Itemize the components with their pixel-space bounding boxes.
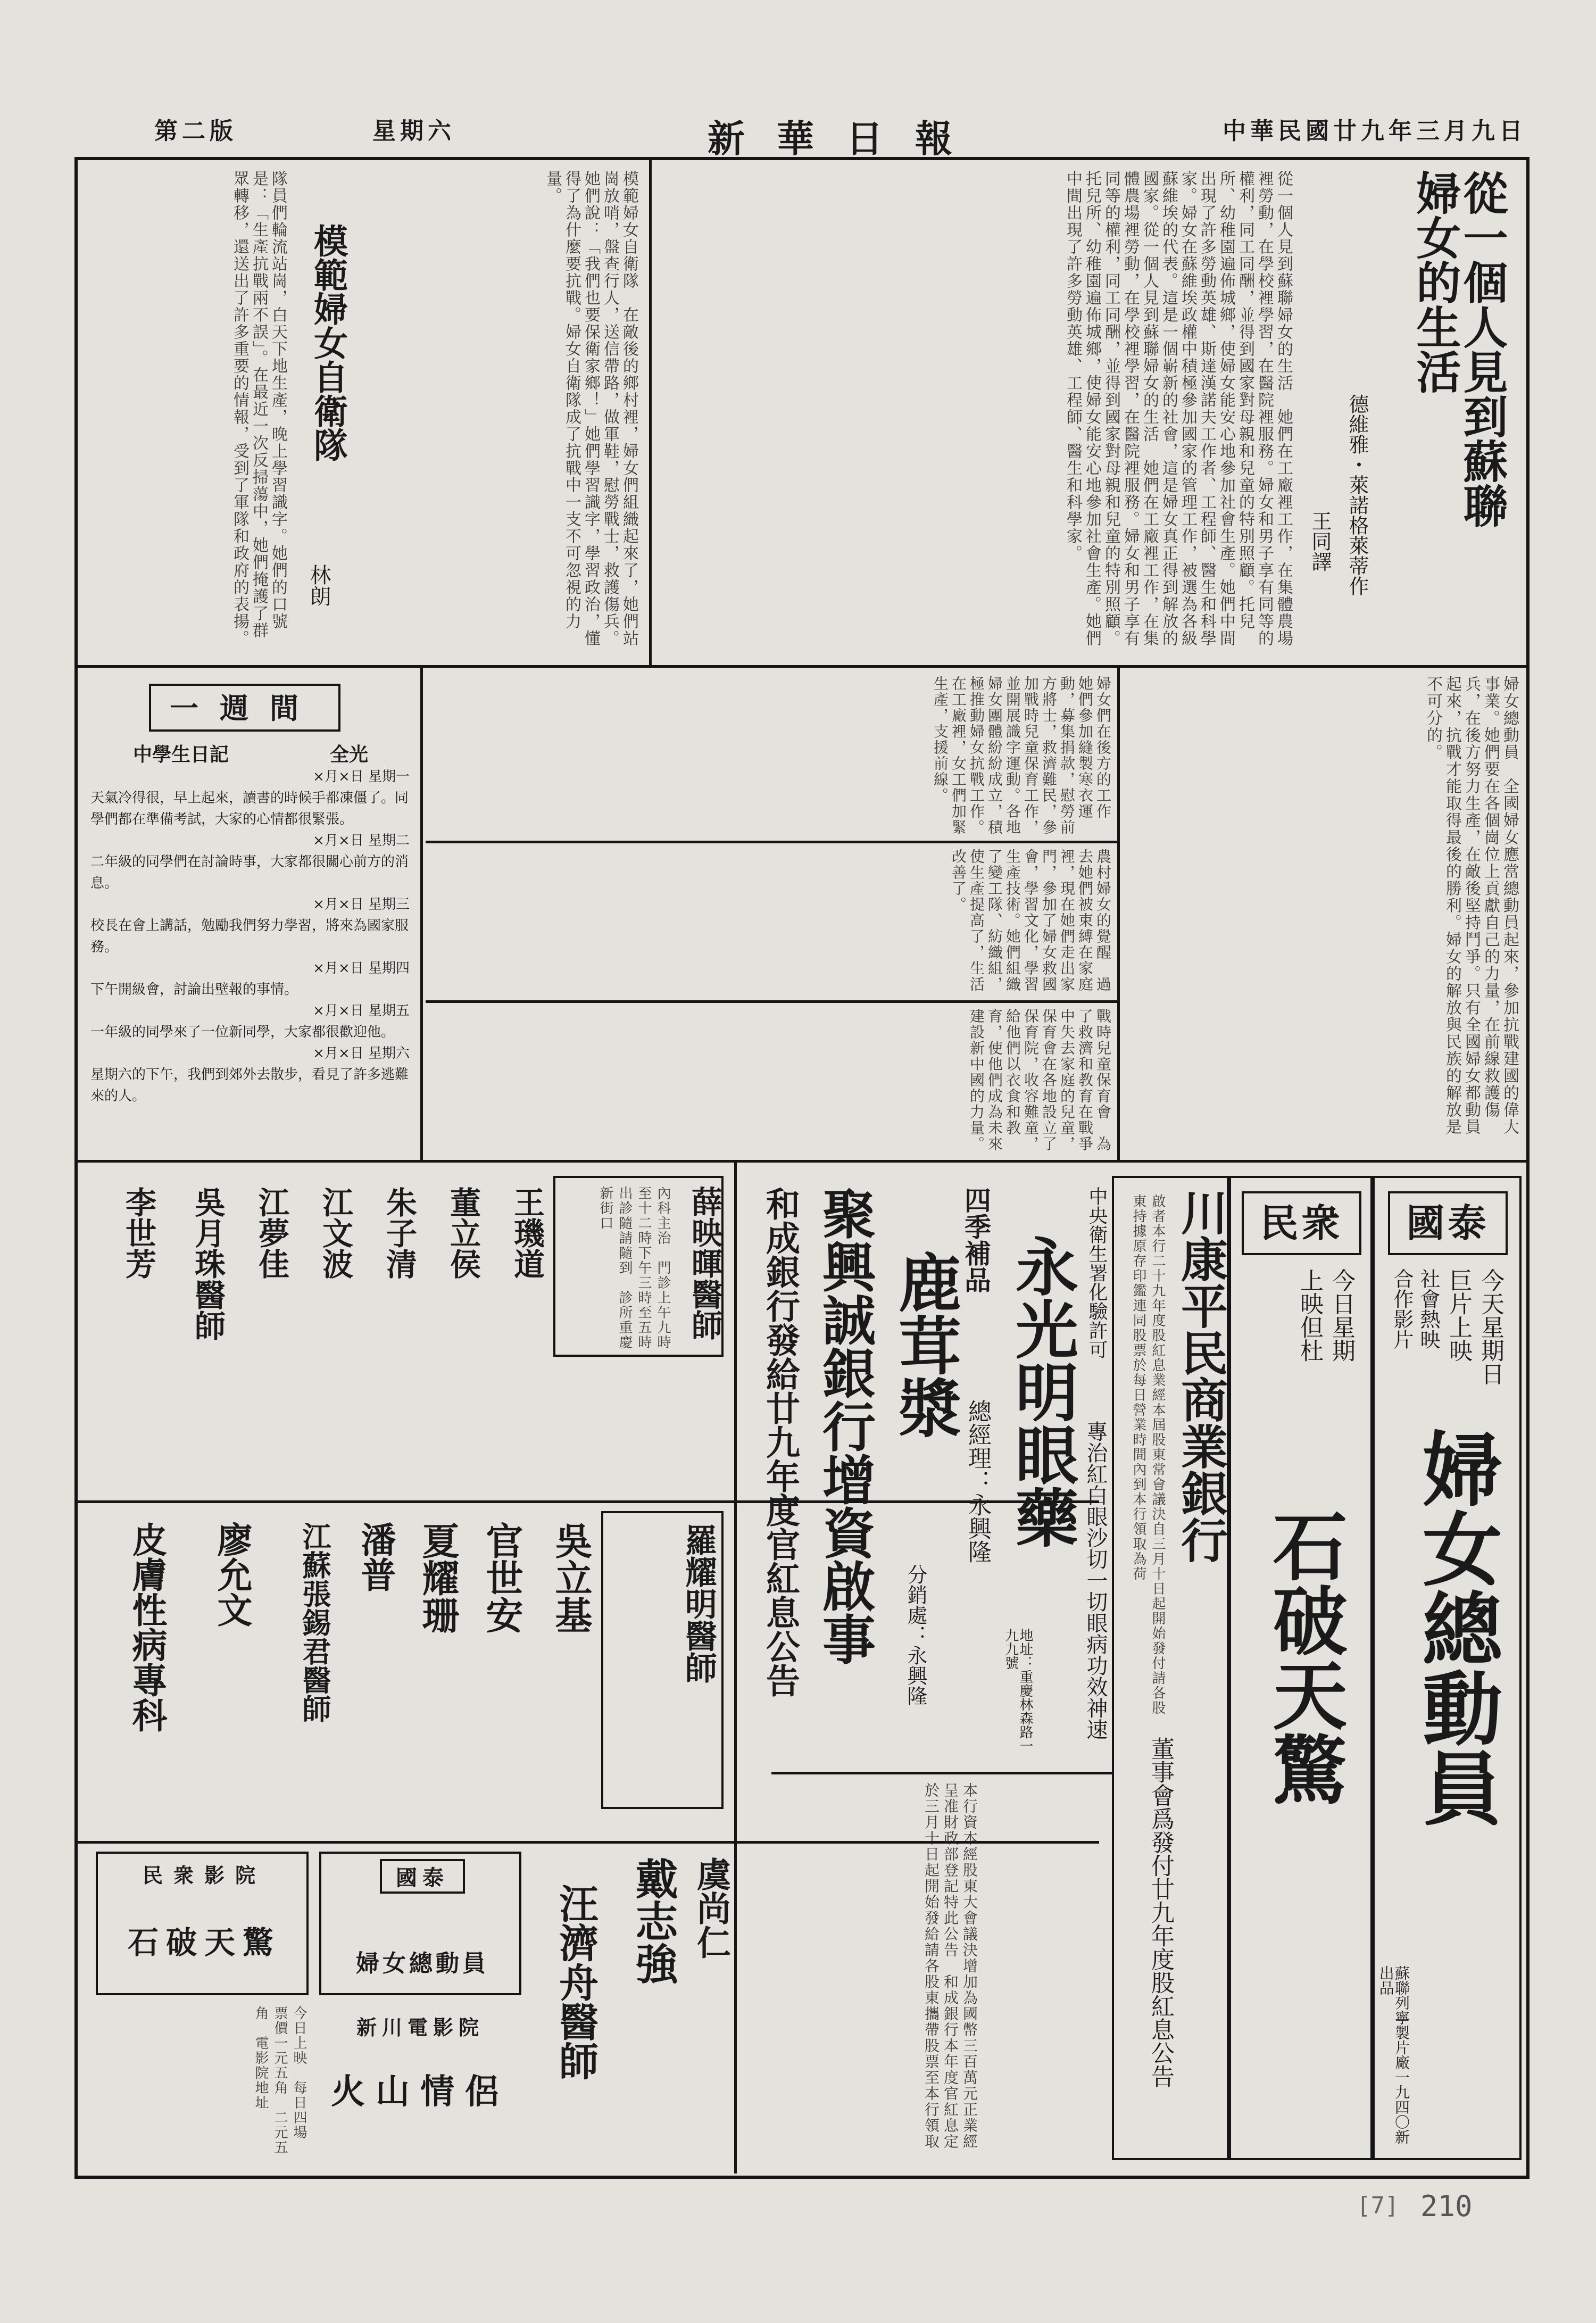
- diary-title: 一週間: [170, 691, 320, 725]
- tonic-branch: 分銷處：永興隆: [904, 1564, 927, 1706]
- doctor-name: 薛映暉醫師: [686, 1186, 722, 1340]
- cinema-film-title: 石破天驚: [1260, 1508, 1348, 1806]
- page-number: 210: [1420, 2189, 1473, 2223]
- cinema-ad-cathay-small: [319, 1852, 521, 1995]
- doctor-name: 李世芳: [120, 1187, 156, 1279]
- cinema-film-title: 火山情侶: [331, 2072, 510, 2112]
- medicine-ad: [995, 1176, 1112, 1761]
- divider: [771, 1772, 1112, 1774]
- cinema-name: 民衆影院: [142, 1863, 266, 1887]
- diary-entry-date: ×月×日 星期二: [313, 833, 410, 849]
- diary-entry-date: ×月×日 星期一: [313, 769, 410, 785]
- doctor-name: 江蘇張錫君醫師: [298, 1522, 332, 1723]
- feature-headline: 從一個人見到蘇聯婦女的生活: [1409, 170, 1509, 528]
- column-author: 林朗: [306, 564, 331, 607]
- cinema-film-title: 婦女總動員: [1409, 1428, 1502, 1827]
- doctor-name: 王璣道: [509, 1187, 545, 1279]
- doctor-name: 江文波: [317, 1187, 353, 1279]
- diary-entry: 下午開級會，討論出壁報的事情。: [90, 982, 298, 998]
- bank-notice: 董事會爲發付廿九年度股紅息公告: [1147, 1737, 1174, 2088]
- doctor-name: 戴志強: [628, 1857, 678, 1985]
- cinema-ad-cathay: [1373, 1176, 1522, 2160]
- diary-entry-date: ×月×日 星期四: [313, 960, 410, 976]
- bank-ad: [1112, 1176, 1229, 2160]
- masthead: [74, 109, 1530, 161]
- masthead-page: 第二版: [154, 118, 237, 145]
- divider: [649, 160, 652, 665]
- cinema-name: 新川電影院: [356, 2015, 484, 2039]
- doctor-name: 董立侯: [445, 1187, 481, 1279]
- article-body: 婦女們在後方的工作 她們參加縫製寒衣運動，募集捐款，慰勞前方將士，救濟難民，參加戰時兒童保育工作，並開展識字運動。各地婦女團體紛紛成立，積極推動婦女抗戰工作。在工廠裡，女工們加緊生產，支援前線。: [932, 676, 1112, 835]
- doctor-info: 內科主治 門診上午九時至十二時下午三時至五時 出診隨請隨到 診所重慶新街口: [597, 1186, 671, 1365]
- bank-body: 啟者本行二十九年度股紅息業經本屆股東常會議決自三月十日起開始發付請各股東持據原存印鑑連同股票於每日營業時間內到本行領取為荷: [1130, 1194, 1166, 1715]
- medicine-desc: 專治紅白眼沙切一切眼病功效神速: [1083, 1421, 1108, 1740]
- divider: [1117, 668, 1120, 1160]
- tonic-ad: [883, 1176, 995, 1761]
- diary-entry-date: ×月×日 星期三: [313, 897, 410, 912]
- column-title: 模範婦女自衛隊: [308, 223, 348, 462]
- divider: [420, 668, 423, 1160]
- doctor-name: 官世安: [480, 1522, 524, 1633]
- doctor-name: 江夢佳: [253, 1187, 289, 1279]
- divider: [426, 841, 1117, 843]
- cinema-line: 合作影片: [1390, 1268, 1414, 1349]
- cinema-info: 今日上映 每日四場 票價一元五角 二元五角 電影院地址: [253, 2006, 307, 2155]
- masthead-date: 中華民國廿九年三月九日: [1223, 118, 1527, 145]
- bank-body: 本行資本經股東大會議決增加為國幣三百萬元正業經呈准財政部登記特此公告 和成銀行本年度官紅息定於三月十日起開始發給請各股東攜帶股票至本行領取: [922, 1782, 978, 2150]
- doctor-name: 吳月珠醫師: [189, 1187, 226, 1341]
- divider: [734, 1163, 737, 2173]
- column-body: 模範婦女自衛隊 在敵後的鄉村裡，婦女們組織起來了，她們站崗放哨，盤查行人，送信帶路，做軍鞋，慰勞戰士，救護傷兵。她們說：「我們也要保衛家鄉！」她們學習識字，學習政治，懂得了為什麼要抗戰。婦女自衛隊成了抗戰中一支不可忽視的力量。: [543, 170, 638, 647]
- diary-entry: 天氣冷得很，早上起來，讀書的時候手都凍僵了。同學們都在準備考試，大家的心情都很緊張。: [90, 790, 409, 827]
- doctor-name: 虞尚仁: [691, 1857, 731, 1959]
- feature-translator: 王同譯: [1308, 511, 1332, 571]
- cinema-line: 社會熱映: [1417, 1268, 1440, 1349]
- diary-body: [90, 766, 410, 1149]
- doctor-name: 羅耀明醫師: [680, 1524, 717, 1683]
- feature-body: 從一個人見到蘇聯婦女的生活 她們在工廠裡工作，在集體農場裡勞動，在學校裡學習，在醫院裡服務。婦女和男子享有同等的權利，同工同酬，並得到國家對母親和兒童的特別照顧。托兒所、幼稚園遍佈城鄉，使婦女能安心地參加社會生產。她們中間出現了許多勞動英雄、斯達漢諾夫工作者、工程師、醫生和科學家。婦女在蘇維埃政權中積極參加國家的管理工作，被選為各級蘇維埃的代表。這是一個嶄新的社會，這是婦女真正得到解放的國家。從一個人見到蘇聯婦女的生活 她們在工廠裡工作，在集體農場裡勞動，在學校裡學習，在醫院裡服務。婦女和男子享有同等的權利，同工同酬，並得到國家對母親和兒童的特別照顧。托兒所、幼稚園遍佈城鄉，使婦女能安心地參加社會生產。她們中間出現了許多勞動英雄、工程師、醫生和科學家。: [1063, 170, 1293, 647]
- cinema-name: 民衆: [1242, 1191, 1361, 1255]
- masthead-weekday: 星期六: [372, 118, 455, 145]
- cinema-line: 今日星期: [1328, 1268, 1355, 1362]
- bank3-notice: 和成銀行發給廿九年度官紅息公告: [760, 1187, 800, 1697]
- doctor-name: 朱子清: [381, 1187, 417, 1279]
- cinema-line: 今天星期日: [1477, 1268, 1504, 1385]
- diary-entry: 星期六的下午，我們到郊外去散步，看見了許多逃難來的人。: [90, 1067, 409, 1104]
- cinema-ad-minzhong: [1229, 1176, 1373, 2160]
- tonic-agent: 總經理：永興隆: [964, 1399, 991, 1563]
- diary-title-box: [149, 684, 340, 732]
- page-stamp: [7]: [1357, 2192, 1399, 2219]
- divider: [78, 665, 1527, 668]
- cinema-film-title: 婦女總動員: [356, 1950, 489, 1977]
- diary-entry: 一年級的同學來了一位新同學，大家都很歡迎他。: [90, 1024, 395, 1040]
- bank-name: 川康平民商業銀行: [1174, 1189, 1229, 1563]
- doctor-name: 皮膚性病專科: [126, 1522, 168, 1732]
- diary-entry: 二年級的同學們在討論時事，大家都很關心前方的消息。: [90, 854, 409, 891]
- diary-subtitle: 中學生日記: [133, 743, 229, 766]
- cinema-name: 國泰: [1388, 1191, 1508, 1255]
- tonic-name: 鹿茸漿: [888, 1250, 962, 1439]
- doctor-ad: [601, 1511, 724, 1809]
- cinema-line: 巨片上映: [1445, 1268, 1472, 1362]
- feature-author: 德維雅・萊諾格萊蒂作: [1345, 394, 1369, 596]
- article-body: 農村婦女的覺醒 過去她們被束縛在家庭裡，現在她們走出家門，參加了婦女救國會，學習文化，學習生產技術。她們組織了變工隊、紡織組，使生產提高了，生活改善了。: [950, 849, 1112, 992]
- article-body: 婦女總動員 全國婦女應當總動員起來，參加抗戰建國的偉大事業。她們要在各個崗位上貢獻自己的力量，在前線救護傷兵，在後方努力生產，在敵後堅持鬥爭。只有全國婦女都動員起來，抗戰才能取得最後的勝利。婦女的解放與民族的解放是不可分的。: [1424, 676, 1519, 1135]
- cinema-ad-minzhong-small: [96, 1852, 309, 1995]
- cinema-line: 上映但杜: [1296, 1268, 1323, 1362]
- cinema-name: 國泰: [380, 1859, 465, 1894]
- masthead-title: 新華日報: [708, 117, 984, 161]
- cinema-ad-xinchuan: [319, 2006, 521, 2160]
- doctor-name: 潘普: [355, 1522, 396, 1592]
- divider: [78, 1160, 1527, 1163]
- cinema-note: 蘇聯列寧製片廠一九四〇新出品: [1377, 1965, 1410, 2144]
- medicine-name: 永光明眼藥: [1005, 1234, 1079, 1548]
- medicine-approval: 中央衛生署化驗許可: [1086, 1187, 1108, 1359]
- divider: [426, 1000, 1117, 1003]
- tonic-season: 四季補品: [960, 1187, 992, 1293]
- doctor-name: 汪濟舟醫師: [553, 1884, 598, 2080]
- diary-author: 全光: [330, 743, 369, 766]
- doctor-ad: [553, 1176, 724, 1365]
- article-body: 戰時兒童保育會 為了救濟和教育在戰爭中失去家庭的兒童，保育會在各地設立了保育院，收容難童，給他們以衣食和教育，使他們成為未來建設新中國的力量。: [968, 1008, 1112, 1152]
- cinema-film-title: 石破天驚: [127, 1924, 281, 1961]
- medicine-address: 地址：重慶林森路一九九號: [1002, 1628, 1033, 1753]
- diary-entry-date: ×月×日 星期五: [313, 1003, 410, 1019]
- bank2-notice: 聚興誠銀行增資啟事: [813, 1187, 876, 1665]
- column-body-2: 隊員們輪流站崗，白天下地生產，晚上學習識字。她們的口號是：「生產抗戰兩不誤」。在最近一次反掃蕩中，她們掩護了群眾轉移，還送出了許多重要的情報，受到了軍隊和政府的表揚。: [230, 170, 287, 647]
- diary-entry: 校長在會上講話，勉勵我們努力學習，將來為國家服務。: [90, 918, 409, 955]
- diary-entry-date: ×月×日 星期六: [313, 1046, 410, 1061]
- doctor-name: 夏耀珊: [416, 1522, 460, 1633]
- doctor-name: 廖允文: [211, 1522, 253, 1627]
- doctor-name: 吳立基: [549, 1522, 593, 1633]
